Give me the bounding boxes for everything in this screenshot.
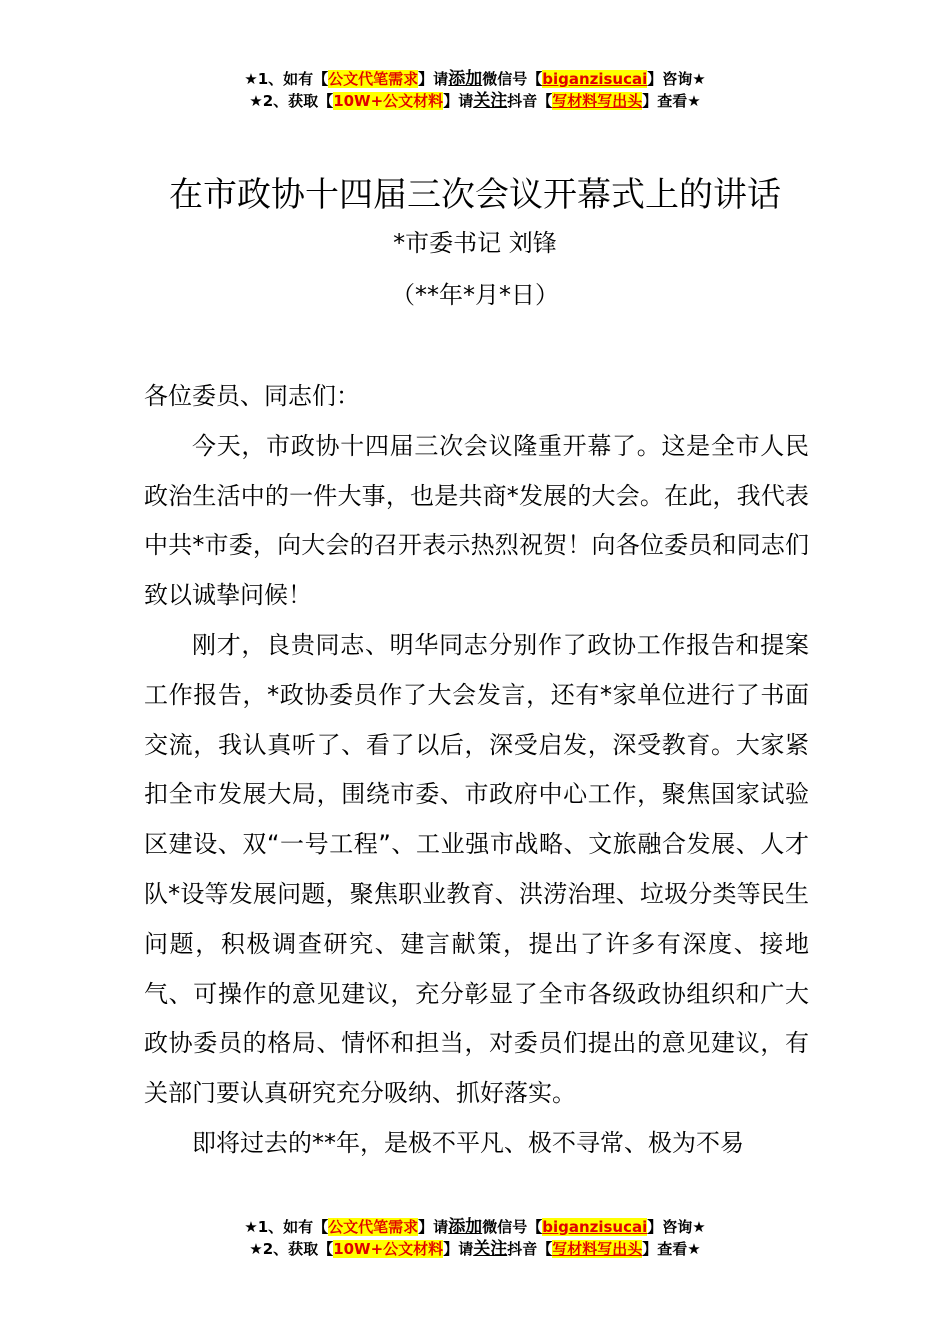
banner-text: 】请 (418, 70, 449, 88)
footer-banner (0, 1216, 950, 1260)
banner-line-2 (0, 90, 950, 112)
paragraph: 今天，市政协十四届三次会议隆重开幕了。这是全市人民政治生活中的一件大事，也是共商*发展的大会。在此，我代表中共*市委，向大会的召开表示热烈祝贺！向各位委员和同志们致以诚挚问候！ (144, 431, 809, 610)
banner-highlight: 10W+公文材料 (333, 92, 444, 110)
banner-text: 】查看★ (642, 92, 701, 110)
banner-highlight: 10W+公文材料 (333, 1240, 444, 1258)
banner-text: 】请 (443, 1240, 474, 1258)
banner-highlight: 公文代笔需求 (328, 70, 419, 88)
banner-text: 】咨询★ (647, 70, 706, 88)
banner-emphasis: 添加 (448, 1217, 483, 1237)
banner-text: 】请 (443, 92, 474, 110)
banner-highlight: 写材料写出头 (552, 92, 643, 110)
banner-highlight: 公文代笔需求 (328, 1218, 419, 1236)
banner-line-1 (0, 1216, 950, 1238)
speaker-line: *市委书记 刘锋 (393, 229, 557, 257)
banner-text: 】咨询★ (647, 1218, 706, 1236)
banner-text: ★1、如有【 (244, 1218, 329, 1236)
banner-line-1 (0, 68, 950, 90)
paragraph: 即将过去的**年，是极不平凡、极不寻常、极为不易 (192, 1128, 744, 1157)
banner-highlight: biganzisucai (542, 1218, 648, 1236)
header-banner (0, 68, 950, 112)
paragraph: 刚才，良贵同志、明华同志分别作了政协工作报告和提案工作报告，*政协委员作了大会发言，还有*家单位进行了书面交流，我认真听了、看了以后，深受启发，深受教育。大家紧扣全市发展大局，围绕市委、市政府中心工作，聚焦国家试验区建设、双“一号工程”、工业强市战略、文旅融合发展、人才队*设等发展问题，聚焦职业教育、洪涝治理、垃圾分类等民生问题，积极调查研究、建言献策，提出了许多有深度、接地气、可操作的意见建议，充分彰显了全市各级政协组织和广大政协委员的格局、情怀和担当，对委员们提出的意见建议，有关部门要认真研究充分吸纳、抓好落实。 (144, 630, 809, 1108)
banner-emphasis: 关注 (473, 1239, 508, 1259)
banner-highlight: 写材料写出头 (552, 1240, 643, 1258)
document-body (144, 372, 809, 1169)
banner-line-2 (0, 1238, 950, 1260)
banner-text: 抖音【 (507, 1240, 553, 1258)
banner-emphasis: 关注 (473, 91, 508, 111)
banner-text: ★1、如有【 (244, 70, 329, 88)
document-title: 在市政协十四届三次会议开幕式上的讲话 (169, 175, 781, 215)
banner-text: 】请 (418, 1218, 449, 1236)
banner-text: 抖音【 (507, 92, 553, 110)
banner-text: ★2、获取【 (249, 1240, 334, 1258)
banner-emphasis: 添加 (448, 69, 483, 89)
salutation: 各位委员、同志们： (144, 382, 360, 410)
banner-text: ★2、获取【 (249, 92, 334, 110)
date-line: （**年*月*日） (391, 281, 559, 309)
banner-text: 微信号【 (482, 1218, 543, 1236)
banner-highlight: biganzisucai (542, 70, 648, 88)
banner-text: 微信号【 (482, 70, 543, 88)
banner-text: 】查看★ (642, 1240, 701, 1258)
